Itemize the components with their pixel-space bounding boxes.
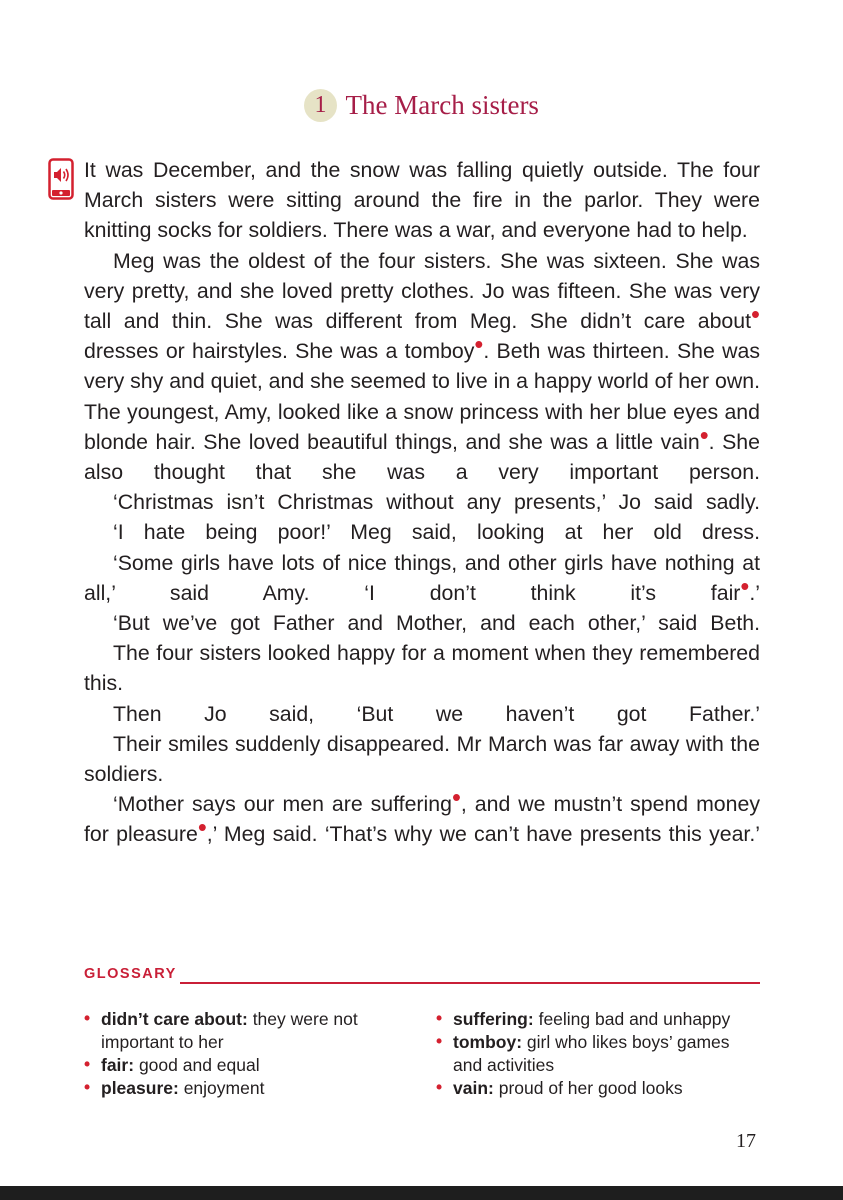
- glossary-column-left: [84, 1008, 394, 1100]
- chapter-number-badge: 1: [304, 89, 337, 122]
- glossary-term: tomboy:: [453, 1032, 523, 1052]
- audio-track-icon-graphic: [48, 158, 74, 200]
- story-paragraph: [84, 155, 760, 246]
- story-text-segment: The four sisters looked happy for a moment when they remembered this.: [84, 641, 760, 696]
- glossary-divider: [180, 982, 760, 984]
- glossary-definition: girl who likes boys’ games and activities: [453, 1032, 730, 1075]
- glossary-entry: [436, 1008, 760, 1031]
- story-text-segment: dresses or hairstyles. She was a tomboy: [84, 339, 475, 364]
- story-text-segment: ‘Some girls have lots of nice things, and other girls have nothing at all,’ said Amy. ‘I don’t think it’s fair: [84, 550, 760, 605]
- glossary-column-right: [436, 1008, 760, 1100]
- glossary-definition: feeling bad and unhappy: [538, 1009, 731, 1029]
- glossary-entry: [436, 1077, 760, 1100]
- glossary-term: didn’t care about:: [101, 1009, 248, 1029]
- page-number: 17: [736, 1130, 756, 1152]
- story-text-segment: , and we mustn’t spend money for pleasure: [84, 792, 760, 847]
- glossary-entry: [84, 1054, 394, 1077]
- viewer-bottom-bar: [0, 1186, 843, 1200]
- glossary-marker: •: [751, 301, 760, 330]
- story-paragraph: [84, 784, 760, 849]
- story-text-segment: Then Jo said, ‘But we haven’t got Father.’: [113, 701, 760, 726]
- story-paragraph: [84, 487, 760, 517]
- story-text-segment: .’: [749, 580, 760, 605]
- glossary-entry: [84, 1077, 394, 1100]
- story-paragraph: [84, 699, 760, 729]
- story-paragraph: [84, 517, 760, 547]
- bullet-icon: •: [436, 1008, 443, 1028]
- glossary-definition: they were not important to her: [101, 1009, 358, 1052]
- story-text-segment: ‘But we’ve got Father and Mother, and each other,’ said Beth.: [113, 611, 760, 636]
- glossary-term: fair:: [101, 1055, 135, 1075]
- glossary-title: GLOSSARY: [84, 966, 177, 982]
- glossary-term: suffering:: [453, 1009, 534, 1029]
- bullet-icon: •: [436, 1077, 443, 1097]
- story-text-segment: Meg was the oldest of the four sisters. She was sixteen. She was very pretty, and she loved pretty clothes. Jo was fifteen. She was very tall and thin. She was different from Meg. She didn’t care about: [84, 248, 760, 334]
- glossary-term: vain:: [453, 1078, 494, 1098]
- story-text-segment: . Beth was thirteen. She was very shy and quiet, and she seemed to live in a happy world of her own. The youngest, Amy, looked like a snow princess with her blue eyes and blonde hair. She loved beautiful things, and she was a little vain: [84, 339, 760, 454]
- story-text-segment: It was December, and the snow was falling quietly outside. The four March sisters were sitting around the fire in the parlor. They were knitting socks for soldiers. There was a war, and everyone had to help.: [84, 158, 760, 243]
- glossary-marker: •: [451, 784, 461, 813]
- bullet-icon: •: [436, 1031, 443, 1051]
- glossary-term: pleasure:: [101, 1078, 179, 1098]
- glossary-header: [84, 966, 760, 988]
- story-text-segment: ‘Christmas isn’t Christmas without any presents,’ Jo said sadly.: [113, 490, 760, 515]
- chapter-title: The March sisters: [345, 90, 539, 120]
- glossary-marker: •: [197, 814, 207, 843]
- bullet-icon: •: [84, 1077, 91, 1097]
- chapter-heading: [0, 89, 843, 122]
- story-paragraph: [84, 608, 760, 638]
- story-text: [84, 155, 760, 850]
- story-text-segment: ‘I hate being poor!’ Meg said, looking at her old dress.: [113, 520, 760, 545]
- glossary-definition: proud of her good looks: [498, 1078, 683, 1098]
- glossary-marker: •: [474, 331, 484, 360]
- story-paragraph: [84, 246, 760, 488]
- audio-track-icon[interactable]: [48, 158, 74, 200]
- story-text-segment: . She also thought that she was a very important person.: [84, 429, 760, 485]
- bullet-icon: •: [84, 1008, 91, 1028]
- story-text-segment: ‘Mother says our men are suffering: [113, 792, 452, 817]
- glossary-marker: •: [740, 572, 750, 601]
- glossary-entry: [84, 1008, 394, 1054]
- glossary-definition: enjoyment: [183, 1078, 265, 1098]
- story-paragraph: [84, 638, 760, 698]
- glossary-definition: good and equal: [138, 1055, 260, 1075]
- bullet-icon: •: [84, 1054, 91, 1074]
- story-paragraph: [84, 729, 760, 789]
- story-text-segment: ,’ Meg said. ‘That’s why we can’t have presents this year.’: [206, 822, 760, 847]
- glossary-marker: •: [699, 421, 709, 450]
- story-paragraph: [84, 548, 760, 608]
- story-text-segment: Their smiles suddenly disappeared. Mr March was far away with the soldiers.: [84, 731, 760, 787]
- glossary-entry: [436, 1031, 760, 1077]
